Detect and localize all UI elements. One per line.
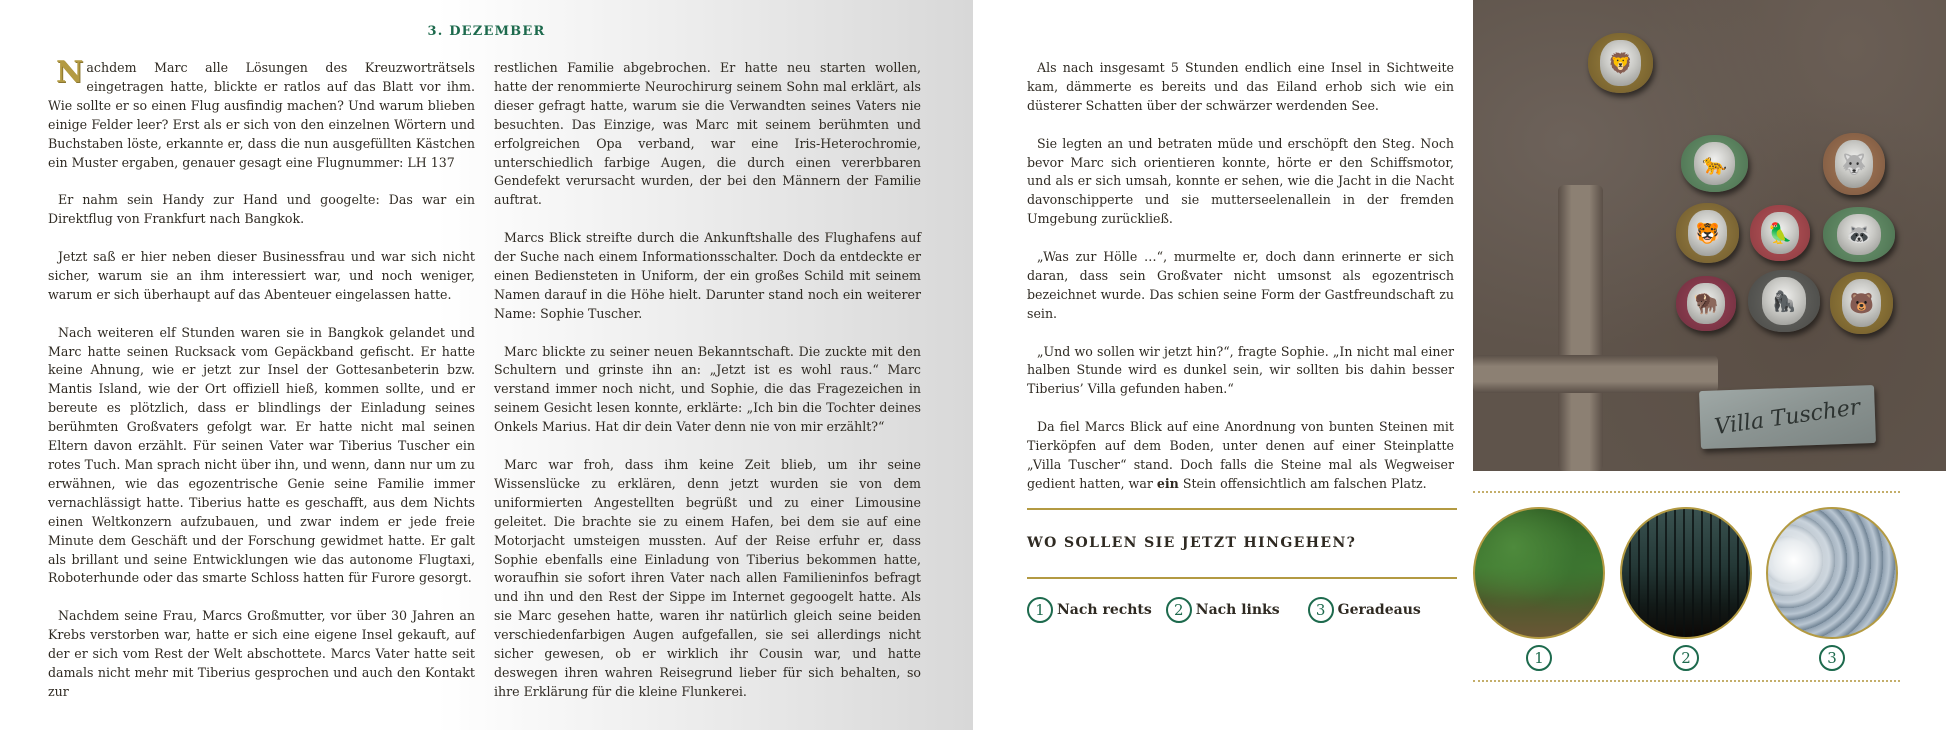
cheetah-icon: 🐆 <box>1694 142 1736 185</box>
gorilla-icon: 🦍 <box>1762 277 1807 324</box>
parrot-stone <box>1750 205 1810 261</box>
wolf-icon: 🐺 <box>1835 140 1873 187</box>
paragraph: Marc war froh, dass ihm keine Zeit blieb, um ihr seine Wissenslücke zu erklären, denn jetzt wurden sie von dem uniformierten Angestellten begrüßt und zu einer Limousine geleitet. Die brachte sie zu einem Hafen, bei dem sie auf eine Motorjacht umsteigen mussten. Auf der Reise erfuhr er, dass Sophie ebenfalls eine Einladung von Tiberius bekommen hatte, woraufhin sie sofort ihren Vater nach allen Familieninfos befragt und ihn und den Rest der Sippe im Internet gegoogelt hatte. Als sie Marc gesehen hatte, waren ihr natürlich gleich seine beiden verschiedenfarbigen Augen aufgefallen, sie sei allerdings nicht sicher gewesen, ob er wirklich ihr Cousin war, und hatte deswegen ihren wahren Reisegrund lieber für sich behalten, so ihre Erklärung für die kleine Flunkerei. <box>494 456 921 699</box>
paragraph: Da fiel Marcs Blick auf eine Anordnung von bunten Steinen mit Tierköpfen auf dem Boden, unter denen auf einer Steinplatte „Villa Tuscher“ stand. Doch falls die Steine mal als Wegweiser gedient hatten, war ein Stein offensichtlich am falschen Platz. <box>1027 419 1454 491</box>
bear-icon: 🐻 <box>1842 279 1881 326</box>
lion-icon: 🦁 <box>1600 40 1640 86</box>
raccoon-icon: 🦝 <box>1837 214 1882 256</box>
paragraph: Jetzt saß er hier neben dieser Businessfrau und war sich nicht sicher, warum sie an ihm interessiert war, und noch weniger, warum er sich überhaupt auf das Abenteuer eingelassen hatte. <box>48 249 475 302</box>
bison-stone <box>1676 276 1736 331</box>
lion-stone <box>1588 33 1653 93</box>
answer-label: Geradeaus <box>1337 602 1421 618</box>
paragraph: Er nahm sein Handy zur Hand und googelte: Das war ein Direktflug von Frankfurt nach Bangkok. <box>48 192 475 227</box>
gorilla-stone <box>1748 270 1820 332</box>
number-2-icon: 2 <box>1673 645 1699 671</box>
path-groove-horizontal <box>1473 355 1718 393</box>
villa-sign <box>1699 385 1876 449</box>
number-1-icon: 1 <box>1526 645 1552 671</box>
drop-cap: N <box>56 55 84 90</box>
tiger-stone <box>1676 203 1739 263</box>
wolf-stone <box>1823 133 1885 195</box>
answer-label: Nach rechts <box>1057 602 1152 618</box>
number-3-icon: 3 <box>1819 645 1845 671</box>
bison-icon: 🦬 <box>1687 283 1724 325</box>
dotted-divider <box>1473 491 1900 493</box>
text-column-1 <box>48 55 475 721</box>
answer-label: Nach links <box>1195 602 1280 618</box>
option-1-image-jungle[interactable] <box>1473 507 1605 639</box>
question-title: WO SOLLEN SIE JETZT HINGEHEN? <box>1027 535 1357 551</box>
answer-option-3[interactable] <box>1308 597 1421 623</box>
paragraph: restlichen Familie abgebrochen. Er hatte neu starten wollen, hatte der renommierte Neurochirurg seinem Sohn mal erklärt, als dieser gefragt hatte, warum sie die Verwandten seines Vaters nie besuchten. Das Einzige, was Marc mit seinem berühmten und erfolgreichen Opa verband, war eine Iris-Heterochromie, unterschiedlich farbige Augen, die durch einen vererbbaren Gendefekt verursacht wurden, der bei den Männern der Familie auftrat. <box>494 60 921 208</box>
cheetah-stone <box>1681 135 1748 192</box>
animal-stones-photo <box>1473 0 1946 471</box>
option-2-image-gate[interactable] <box>1620 507 1752 639</box>
parrot-icon: 🦜 <box>1761 212 1798 255</box>
paragraph: Sie legten an und betraten müde und erschöpft den Steg. Noch bevor Marc sich orientieren konnte, hörte er den Schiffsmotor, und als er sich umsah, konnte er sehen, wie die Jacht in die Nacht davonschipperte und sie mutterseelenallein in der fremden Umgebung zurückließ. <box>1027 135 1454 227</box>
text-column-2 <box>494 59 921 721</box>
path-groove-vertical <box>1558 185 1603 471</box>
chapter-title: 3. DEZEMBER <box>427 24 546 39</box>
answer-option-2[interactable] <box>1166 597 1280 623</box>
number-2-icon: 2 <box>1166 597 1192 623</box>
divider <box>1027 577 1457 579</box>
number-1-icon: 1 <box>1027 597 1053 623</box>
text-column-3 <box>1027 59 1454 513</box>
number-3-icon: 3 <box>1308 597 1334 623</box>
option-3-image-tunnel[interactable] <box>1766 507 1898 639</box>
paragraph: Marcs Blick streifte durch die Ankunftshalle des Flughafens auf der Suche nach einem Informationsschalter. Doch da entdeckte er einen Bediensteten in Uniform, der ein großes Schild mit seinem Namen darauf in die Höhe hielt. Darunter stand noch ein weiterer Name: Sophie Tuscher. <box>494 230 921 321</box>
paragraph: Als nach insgesamt 5 Stunden endlich eine Insel in Sichtweite kam, dämmerte es bereits und das Eiland erhob sich wie ein düsterer Schatten über der schwärzer werdenden See. <box>1027 60 1454 113</box>
sign-text: Villa Tuscher <box>1713 394 1862 440</box>
paragraph: Nach weiteren elf Stunden waren sie in Bangkok gelandet und Marc hatte seinen Rucksack vom Gepäckband gefischt. Er hatte keine Ahnung, wie er jetzt zur Insel der Gottesanbeterin bzw. Mantis Island, wie der Ort offiziell hieß, kommen sollte, und er bereute es plötzlich, dass er blindlings der Einladung seines berühmten Großvaters gefolgt war. Er hatte nicht mal seinen Eltern davon erzählt. Für seinen Vater war Tiberius Tuscher ein rotes Tuch. Man sprach nicht über ihn, und wenn, dann nur um zu erwähnen, wie das egozentrische Genie seine Familie immer vernachlässigt hatte. Tiberius hatte es geschafft, aus dem Nichts einen Weltkonzern aufzubauen, und zwar indem er jede freie Minute dem Geschäft und der Forschung gewidmet hatte. Er galt als brillant und seine Entwicklungen wie das autonome Flugtaxi, Roboterhunde oder das smarte Schloss hatten für Furore gesorgt. <box>48 324 475 586</box>
bear-stone <box>1830 272 1893 334</box>
answer-list <box>1027 597 1457 623</box>
question-box <box>1027 508 1457 623</box>
paragraph: Nachdem seine Frau, Marcs Großmutter, vor über 30 Jahren an Krebs verstorben war, hatte er sich eine eigene Insel gekauft, auf der er sich vom Rest der Welt abschottete. Marcs Vater hatte seit damals nicht mehr mit Tiberius gesprochen und auch den Kontakt zur <box>48 608 475 699</box>
paragraph: Marc blickte zu seiner neuen Bekanntschaft. Die zuckte mit den Schultern und grinste ihn an: „Jetzt ist es wohl raus.“ Marc verstand immer noch nicht, und Sophie, die das Fragezeichen in seinem Gesicht lesen konnte, erklärte: „Ich bin die Tochter deines Onkels Marius. Hat dir dein Vater denn nie von mir erzählt?“ <box>494 343 921 435</box>
paragraph: „Und wo sollen wir jetzt hin?“, fragte Sophie. „In nicht mal einer halben Stunde wird es dunkel sein, wir sollten bis dahin besser Tiberius’ Villa gefunden haben.“ <box>1027 343 1454 397</box>
tiger-icon: 🐯 <box>1688 210 1727 256</box>
raccoon-stone <box>1823 207 1895 262</box>
paragraph: „Was zur Hölle …“, murmelte er, doch dann erinnerte er sich daran, dass sein Großvater nicht umsonst als egozentrisch bezeichnet wurde. Das schien seine Form der Gastfreundschaft zu sein. <box>1027 249 1454 321</box>
paragraph: Nachdem Marc alle Lösungen des Kreuzworträtsels eingetragen hatte, blickte er ratlos auf das Blatt vor ihm. Wie sollte er so einen Flug ausfindig machen? Und warum blieben einige Felder leer? Erst als er sich von den einzelnen Wörtern und Buchstaben löste, erkannte er, dass die nun ausgefüllten Kästchen ein Muster ergaben, genauer gesagt eine Flugnummer: LH 137 <box>48 55 475 170</box>
dotted-divider <box>1473 680 1900 682</box>
answer-option-1[interactable] <box>1027 597 1152 623</box>
emphasis: ein <box>1156 475 1179 491</box>
